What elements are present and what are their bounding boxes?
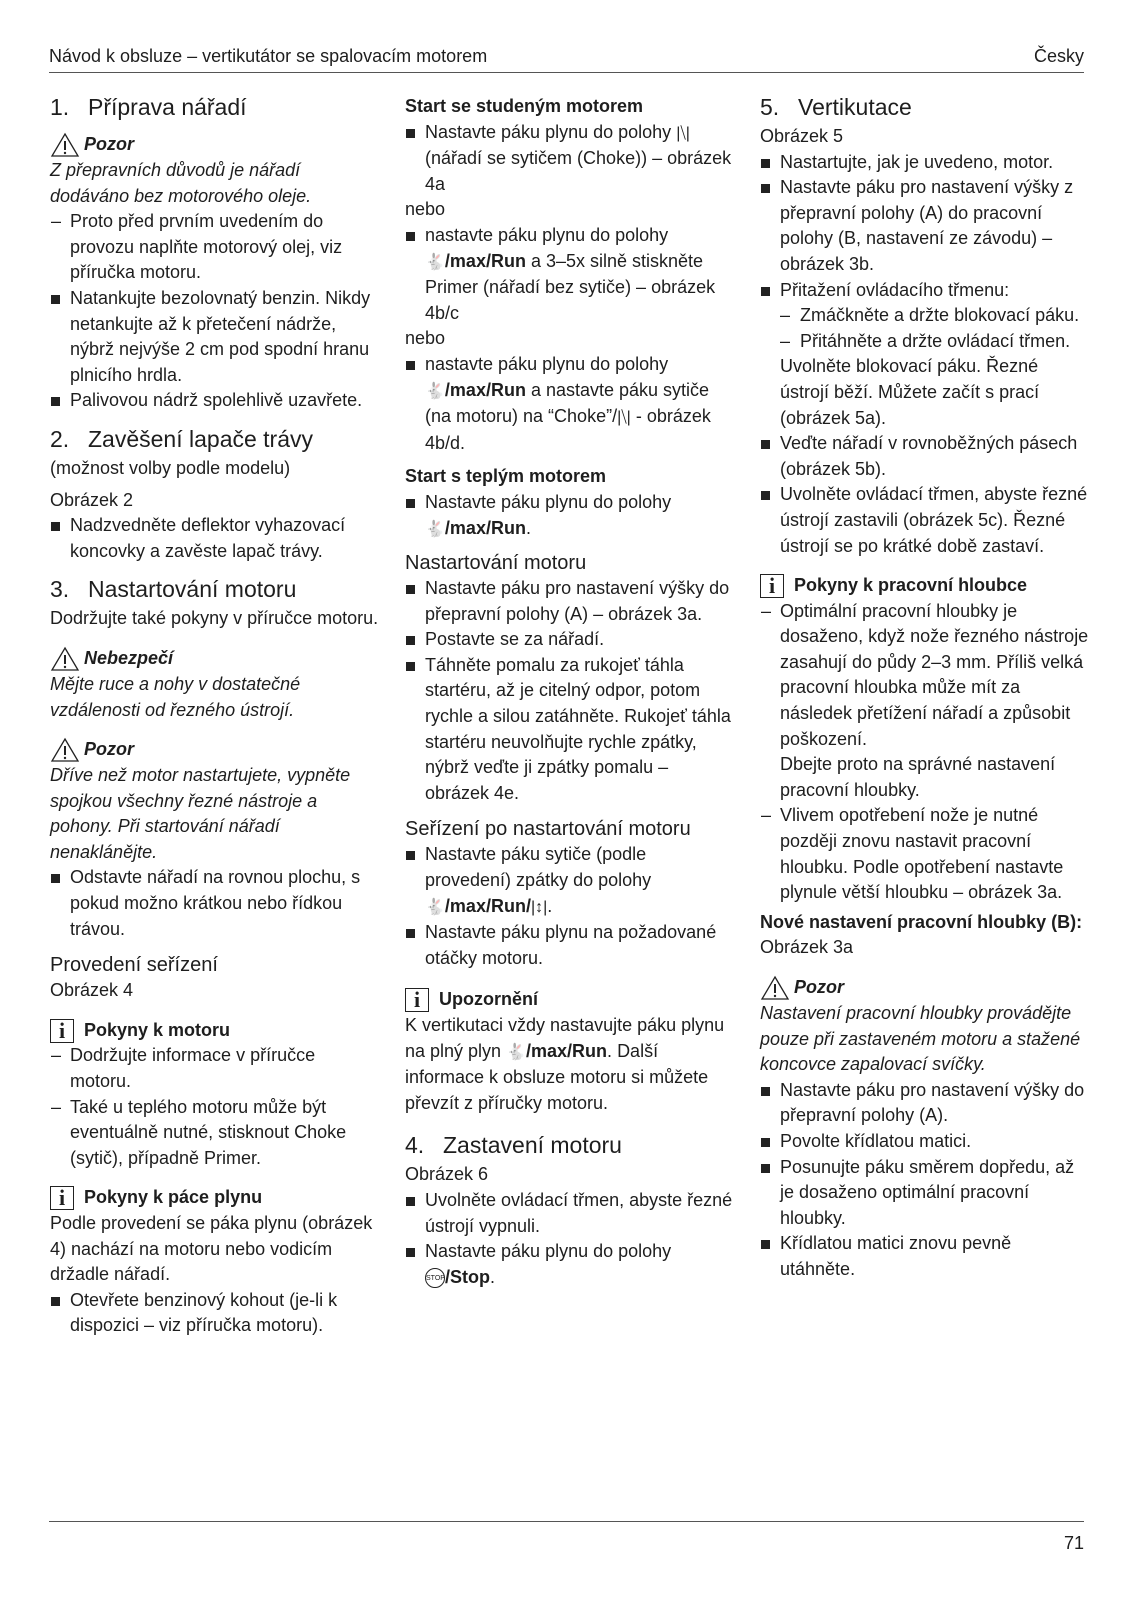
paragraph: nebo [405,199,446,220]
bullet-item: Křídlatou matici znovu pevně utáhněte. [760,1231,1090,1282]
bullet-item: Nastavte páku pro nastavení výšky z přepravní polohy (A) do pracovní polohy (B, nastavení ze závodu) – obrázek 3b. [760,175,1090,277]
paragraph: (možnost volby podle modelu) [50,457,291,478]
subheading: Seřízení po nastartování motoru [405,818,691,841]
warning-text: Z přepravních důvodů je nářadí dodáváno bez motorového oleje. [50,160,312,206]
subheading: Provedení seřízení [50,954,218,977]
stop-icon: STOP [425,1268,445,1288]
subheading-bold: Start s teplým motorem [405,466,607,487]
column-1 [50,92,380,1339]
bullet-item: Natankujte bezolovnatý benzin. Nikdy netankujte až k přetečení nádrže, nýbrž nejvýše 2 cm pod spodní hranu plnicího hrdla. [50,286,380,388]
paragraph: Obrázek 5 [760,126,844,146]
paragraph: Dodržujte také pokyny v příručce motoru. [50,608,379,629]
bullet-item: Nastavte páku sytiče (podle provedení) zpátky do polohy 🐇/max/Run/|↕|. [405,842,737,920]
bullet-item: Nastartujte, jak je uvedeno, motor. [760,150,1090,176]
paragraph: Uvolněte blokovací páku. Řezné ústrojí běží. Můžete začít s prací (obrázek 5a). [780,356,1040,428]
paragraph: K vertikutaci vždy nastavujte páku plynu na plný plyn 🐇/max/Run. Další informace k obsluze motoru si můžete převzít z příručky motoru. [405,1015,725,1113]
section-heading-1: 1. Příprava nářadí [50,94,247,120]
bullet-item: Odstavte nářadí na rovnou plochu, s pokud možno krátkou nebo řídkou trávou. [50,865,380,942]
rabbit-icon: 🐇 [425,520,445,538]
bullet-item: Postavte se za nářadí. [405,627,737,653]
paragraph: Obrázek 3a [760,937,854,958]
page-header [49,44,1084,72]
bullet-item: Uvolněte ovládací třmen, abyste řezné ústrojí vypnuli. [405,1188,737,1239]
subheading-bold: Start se studeným motorem [405,96,644,116]
warning-triangle-icon [50,737,80,763]
bullet-item: Posunujte páku směrem dopředu, až je dosaženo optimální pracovní hloubky. [760,1155,1090,1232]
warning-triangle-icon [760,975,790,1001]
bullet-item: Povolte křídlatou matici. [760,1129,1090,1155]
info-icon: i [50,1186,74,1210]
paragraph: Dbejte proto na správné nastavení pracovní hloubky. [780,754,1056,800]
info-notice: i Upozornění [405,987,737,1013]
dash-item: – Proto před prvním uvedením do provozu naplňte motorový olej, viz příručka motoru. [51,211,343,283]
warning-danger: Nebezpečí [50,646,380,672]
section-heading-5: 5. Vertikutace [760,94,912,120]
footer-rule [49,1521,1084,1522]
warning-triangle-icon [50,132,80,158]
bullet-item: Nadzvedněte deflektor vyhazovací koncovky a zavěste lapač trávy. [50,513,380,564]
info-icon: i [760,574,784,598]
bullet-item: Veďte nářadí v rovnoběžných pásech (obrázek 5b). [760,431,1090,482]
bullet-item: Nastavte páku pro nastavení výšky do přepravní polohy (A). [760,1078,1090,1129]
warning-text: Nastavení pracovní hloubky provádějte pouze při zastaveném motoru a stažené koncovce zapalovací svíčky. [760,1003,1081,1075]
header-language: Česky [1033,46,1084,66]
bullet-item: Nastavte páku plynu do polohy 🐇/max/Run. [405,490,737,542]
section-heading-3: 3. Nastartování motoru [50,576,297,603]
bullet-item: Uvolněte ovládací třmen, abyste řezné ústrojí zastavili (obrázek 5c). Řezné ústrojí se po krátké době zastaví. [760,482,1090,559]
choke-icon: |⧹| [617,409,631,427]
choke-open-icon: |↕| [530,898,548,916]
paragraph: Podle provedení se páka plynu (obrázek 4) nachází na motoru nebo vodicím držadle nářadí. [50,1213,373,1285]
dash-item: – Dodržujte informace v příručce motoru. [51,1045,316,1092]
header-rule [49,72,1084,73]
warning-caution-1: Pozor [50,132,380,158]
rabbit-icon: 🐇 [425,382,445,400]
bullet-item: Přitažení ovládacího třmenu: [760,278,1090,304]
dash-item: – Zmáčkněte a držte blokovací páku. [780,305,1080,326]
dash-item: – Přitáhněte a držte ovládací třmen. [780,330,1071,351]
info-working-depth: i Pokyny k pracovní hloubce [760,573,1090,599]
warning-text: Dříve než motor nastartujete, vypněte spojkou všechny řezné nástroje a pohony. Při startování nářadí nenaklánějte. [50,765,351,862]
bullet-item: Nastavte páku plynu do polohy STOP/Stop. [405,1239,737,1290]
warning-triangle-icon [50,646,80,672]
paragraph: Obrázek 6 [405,1164,489,1185]
subheading-bold: Nové nastavení pracovní hloubky (B): [760,911,1083,932]
dash-item: – Optimální pracovní hloubky je dosaženo, když nože řezného nástroje zasahují do půdy 2–3 mm. Příliš velká pracovní hloubka může mít za následek přetížení nářadí a způsobit poškození. [761,600,1089,749]
info-engine: i Pokyny k motoru [50,1018,380,1044]
bullet-item: Táhněte pomalu za rukojeť táhla startéru, až je citelný odpor, potom rychle a silou zatáhněte. Rukojeť táhla startéru neuvolňujte rychle zpátky, nýbrž veďte ji zpátky pomalu – obrázek 4e. [405,653,737,807]
header-title: Návod k obsluze – vertikutátor se spalovacím motorem [49,46,488,66]
dash-item: – Vlivem opotřebení nože je nutné později znovu nastavit pracovní hloubku. Podle opotřebení nastavte plynule větší hloubku – obrázek 3a. [761,805,1064,903]
warning-text: Mějte ruce a nohy v dostatečné vzdálenosti od řezného ústrojí. [50,673,301,720]
bullet-item: Palivovou nádrž spolehlivě uzavřete. [50,388,380,414]
section-heading-4: 4. Zastavení motoru [405,1132,622,1159]
warning-caution-2: Pozor [50,737,380,763]
bullet-item: Otevřete benzinový kohout (je-li k dispozici – viz příručka motoru). [50,1288,380,1339]
info-icon: i [405,988,429,1012]
column-2 [405,92,737,1290]
bullet-item: Nastavte páku pro nastavení výšky do přepravní polohy (A) – obrázek 3a. [405,576,737,627]
choke-icon: |⧹| [676,124,690,142]
bullet-item: nastavte páku plynu do polohy 🐇/max/Run a 3–5x silně stiskněte Primer (nářadí bez sytiče) – obrázek 4b/c [405,223,737,326]
bullet-item: Nastavte páku plynu na požadované otáčky motoru. [405,920,737,971]
paragraph: nebo [405,328,446,349]
rabbit-icon: 🐇 [506,1043,527,1061]
section-heading-2: 2. Zavěšení lapače trávy [50,425,314,452]
info-throttle: i Pokyny k páce plynu [50,1185,380,1211]
info-icon: i [50,1019,74,1043]
bullet-item: nastavte páku plynu do polohy 🐇/max/Run a nastavte páku sytiče (na motoru) na “Choke”/|⧹| - obrázek 4b/d. [405,352,737,456]
subheading: Nastartování motoru [405,552,587,575]
paragraph: Obrázek 2 [50,489,134,510]
page-number: 71 [1063,1533,1084,1553]
dash-item: – Také u teplého motoru může být eventuálně nutné, stisknout Choke (sytič), případně Primer. [51,1096,347,1168]
rabbit-icon: 🐇 [425,253,445,271]
column-3 [760,92,1090,1283]
paragraph: Obrázek 4 [50,980,134,1001]
bullet-item: Nastavte páku plynu do polohy |⧹| (nářadí se sytičem (Choke)) – obrázek 4a [405,120,737,198]
warning-caution-3: Pozor [760,975,1090,1001]
rabbit-icon: 🐇 [425,898,445,916]
